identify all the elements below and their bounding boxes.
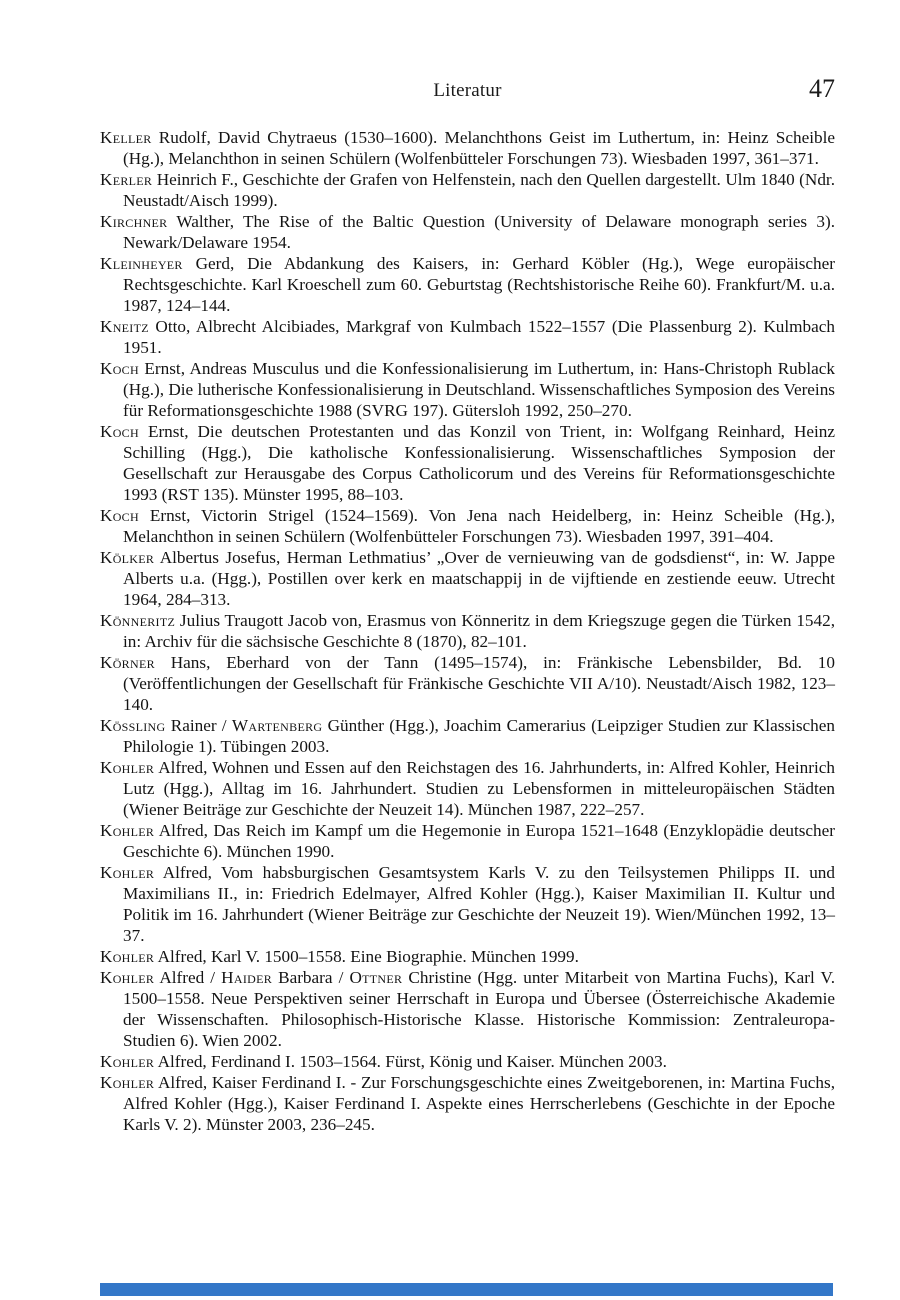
- bibliography-entry: [100, 610, 835, 652]
- entry-text: Otto, Albrecht Alcibiades, Markgraf von Kulmbach 1522–1557 (Die Plassenburg 2). Kulmbach 1951.: [123, 317, 835, 357]
- bibliography-entry: [100, 946, 835, 967]
- running-head: [100, 74, 835, 110]
- entry-text: Hans, Eberhard von der Tann (1495–1574), in: Fränkische Lebensbilder, Bd. 10 (Veröffentlichungen der Gesellschaft für Fränkische Geschichte VII A/10). Neustadt/Aisch 1982, 123–140.: [123, 653, 835, 714]
- bibliography-entry: [100, 421, 835, 505]
- bibliography-entry: [100, 253, 835, 316]
- author-surname: Kölker: [100, 548, 155, 567]
- entry-text: Alfred, Kaiser Ferdinand I. - Zur Forschungsgeschichte eines Zweitgeborenen, in: Martina Fuchs, Alfred Kohler (Hgg.), Kaiser Ferdinand I. Aspekte eines Herrscherlebens (Geschichte in der Epoche Karls V. 2). Münster 2003, 236–245.: [123, 1073, 835, 1134]
- bibliography-entry: [100, 757, 835, 820]
- entry-text: Gerd, Die Abdankung des Kaisers, in: Gerhard Köbler (Hg.), Wege europäischer Rechtsgeschichte. Karl Kroeschell zum 60. Geburtstag (Rechtshistorische Reihe 60). Frankfurt/M. u.a. 1987, 124–144.: [123, 254, 835, 315]
- entry-text: Alfred, Vom habsburgischen Gesamtsystem Karls V. zu den Teilsystemen Philipps II. und Maximilians II., in: Friedrich Edelmayer, Alfred Kohler (Hgg.), Kaiser Maximilian II. Kultur und Politik im 16. Jahrhundert (Wiener Beiträge zur Geschichte der Neuzeit 19). Wien/München 1992, 13–37.: [123, 863, 835, 945]
- author-surname: Kneitz: [100, 317, 149, 336]
- author-surname: Kirchner: [100, 212, 168, 231]
- bibliography-entry: [100, 316, 835, 358]
- author-surname: Kohler: [100, 968, 155, 987]
- entry-text: Barbara /: [272, 968, 350, 987]
- author-surname: Kleinheyer: [100, 254, 183, 273]
- bibliography-entry: [100, 1072, 835, 1135]
- bibliography-entry: [100, 169, 835, 211]
- entry-text: Alfred, Ferdinand I. 1503–1564. Fürst, König und Kaiser. München 2003.: [154, 1052, 667, 1071]
- bibliography-list: [100, 127, 835, 1135]
- entry-text: Alfred /: [154, 968, 222, 987]
- bibliography-entry: [100, 652, 835, 715]
- entry-text: Alfred, Das Reich im Kampf um die Hegemonie in Europa 1521–1648 (Enzyklopädie deutscher Geschichte 6). München 1990.: [123, 821, 835, 861]
- entry-text: Albertus Josefus, Herman Lethmatius’ „Over de vernieuwing van de godsdienst“, in: W. Jappe Alberts u.a. (Hgg.), Postillen over kerk en maatschappij in de vijftiende en zestiende eeuw. Utrecht 1964, 284–313.: [123, 548, 835, 609]
- author-surname: Kössling: [100, 716, 166, 735]
- bibliography-entry: [100, 358, 835, 421]
- bottom-accent-bar: [100, 1283, 833, 1296]
- page-number: 47: [809, 74, 835, 103]
- entry-text: Ernst, Victorin Strigel (1524–1569). Von Jena nach Heidelberg, in: Heinz Scheible (Hg.), Melanchthon in seinen Schülern (Wolfenbütteler Forschungen 73). Wiesbaden 1997, 391–404.: [123, 506, 835, 546]
- author-surname: Kohler: [100, 758, 155, 777]
- bibliography-entry: [100, 967, 835, 1051]
- entry-text: Christine (Hgg. unter Mitarbeit von Martina Fuchs), Karl V. 1500–1558. Neue Perspektiven seiner Herrschaft in Europa und Übersee (Österreichische Akademie der Wissenschaften. Philosophisch-Historische Klasse. Historische Kommission: Zentraleuropa-Studien 6). Wien 2002.: [123, 968, 835, 1050]
- author-surname: Kohler: [100, 947, 155, 966]
- author-surname: Haider: [221, 968, 273, 987]
- entry-text: Günther (Hgg.), Joachim Camerarius (Leipziger Studien zur Klassischen Philologie 1). Tübingen 2003.: [123, 716, 835, 756]
- author-surname: Kohler: [100, 1073, 155, 1092]
- author-surname: Koch: [100, 359, 139, 378]
- bibliography-entry: [100, 127, 835, 169]
- author-surname: Könneritz: [100, 611, 176, 630]
- entry-text: Ernst, Die deutschen Protestanten und das Konzil von Trient, in: Wolfgang Reinhard, Heinz Schilling (Hgg.), Die katholische Konfessionalisierung. Wissenschaftliches Symposion der Gesellschaft zur Herausgabe des Corpus Catholicorum und des Vereins für Reformationsgeschichte 1993 (RST 135). Münster 1995, 88–103.: [123, 422, 835, 504]
- page-title: Literatur: [433, 80, 502, 101]
- author-surname: Kohler: [100, 1052, 155, 1071]
- author-surname: Körner: [100, 653, 155, 672]
- author-surname: Kohler: [100, 863, 155, 882]
- author-surname: Kerler: [100, 170, 153, 189]
- author-surname: Kohler: [100, 821, 155, 840]
- bibliography-entry: [100, 547, 835, 610]
- entry-text: Ernst, Andreas Musculus und die Konfessionalisierung im Luthertum, in: Hans-Christoph Rublack (Hg.), Die lutherische Konfessionalisierung in Deutschland. Wissenschaftliches Symposion des Vereins für Reformationsgeschichte 1988 (SVRG 197). Gütersloh 1992, 250–270.: [123, 359, 835, 420]
- entry-text: Alfred, Wohnen und Essen auf den Reichstagen des 16. Jahrhunderts, in: Alfred Kohler, Heinrich Lutz (Hgg.), Alltag im 16. Jahrhundert. Studien zu Lebensformen in mitteleuropäischen Städten (Wiener Beiträge zur Geschichte der Neuzeit 14). München 1987, 222–257.: [123, 758, 835, 819]
- author-surname: Wartenberg: [231, 716, 323, 735]
- bibliography-entry: [100, 862, 835, 946]
- entry-text: Alfred, Karl V. 1500–1558. Eine Biographie. München 1999.: [154, 947, 579, 966]
- entry-text: Julius Traugott Jacob von, Erasmus von Könneritz in dem Kriegszuge gegen die Türken 1542, in: Archiv für die sächsische Geschichte 8 (1870), 82–101.: [123, 611, 835, 651]
- bibliography-entry: [100, 820, 835, 862]
- author-surname: Ottner: [349, 968, 403, 987]
- author-surname: Koch: [100, 506, 139, 525]
- bibliography-entry: [100, 1051, 835, 1072]
- entry-text: Heinrich F., Geschichte der Grafen von Helfenstein, nach den Quellen dargestellt. Ulm 1840 (Ndr. Neustadt/Aisch 1999).: [123, 170, 835, 210]
- entry-text: Rudolf, David Chytraeus (1530–1600). Melanchthons Geist im Luthertum, in: Heinz Scheible (Hg.), Melanchthon in seinen Schülern (Wolfenbütteler Forschungen 73). Wiesbaden 1997, 361–371.: [123, 128, 835, 168]
- bibliography-entry: [100, 715, 835, 757]
- bibliography-entry: [100, 211, 835, 253]
- author-surname: Keller: [100, 128, 152, 147]
- entry-text: Walther, The Rise of the Baltic Question (University of Delaware monograph series 3). Newark/Delaware 1954.: [123, 212, 835, 252]
- author-surname: Koch: [100, 422, 139, 441]
- entry-text: Rainer /: [165, 716, 232, 735]
- bibliography-entry: [100, 505, 835, 547]
